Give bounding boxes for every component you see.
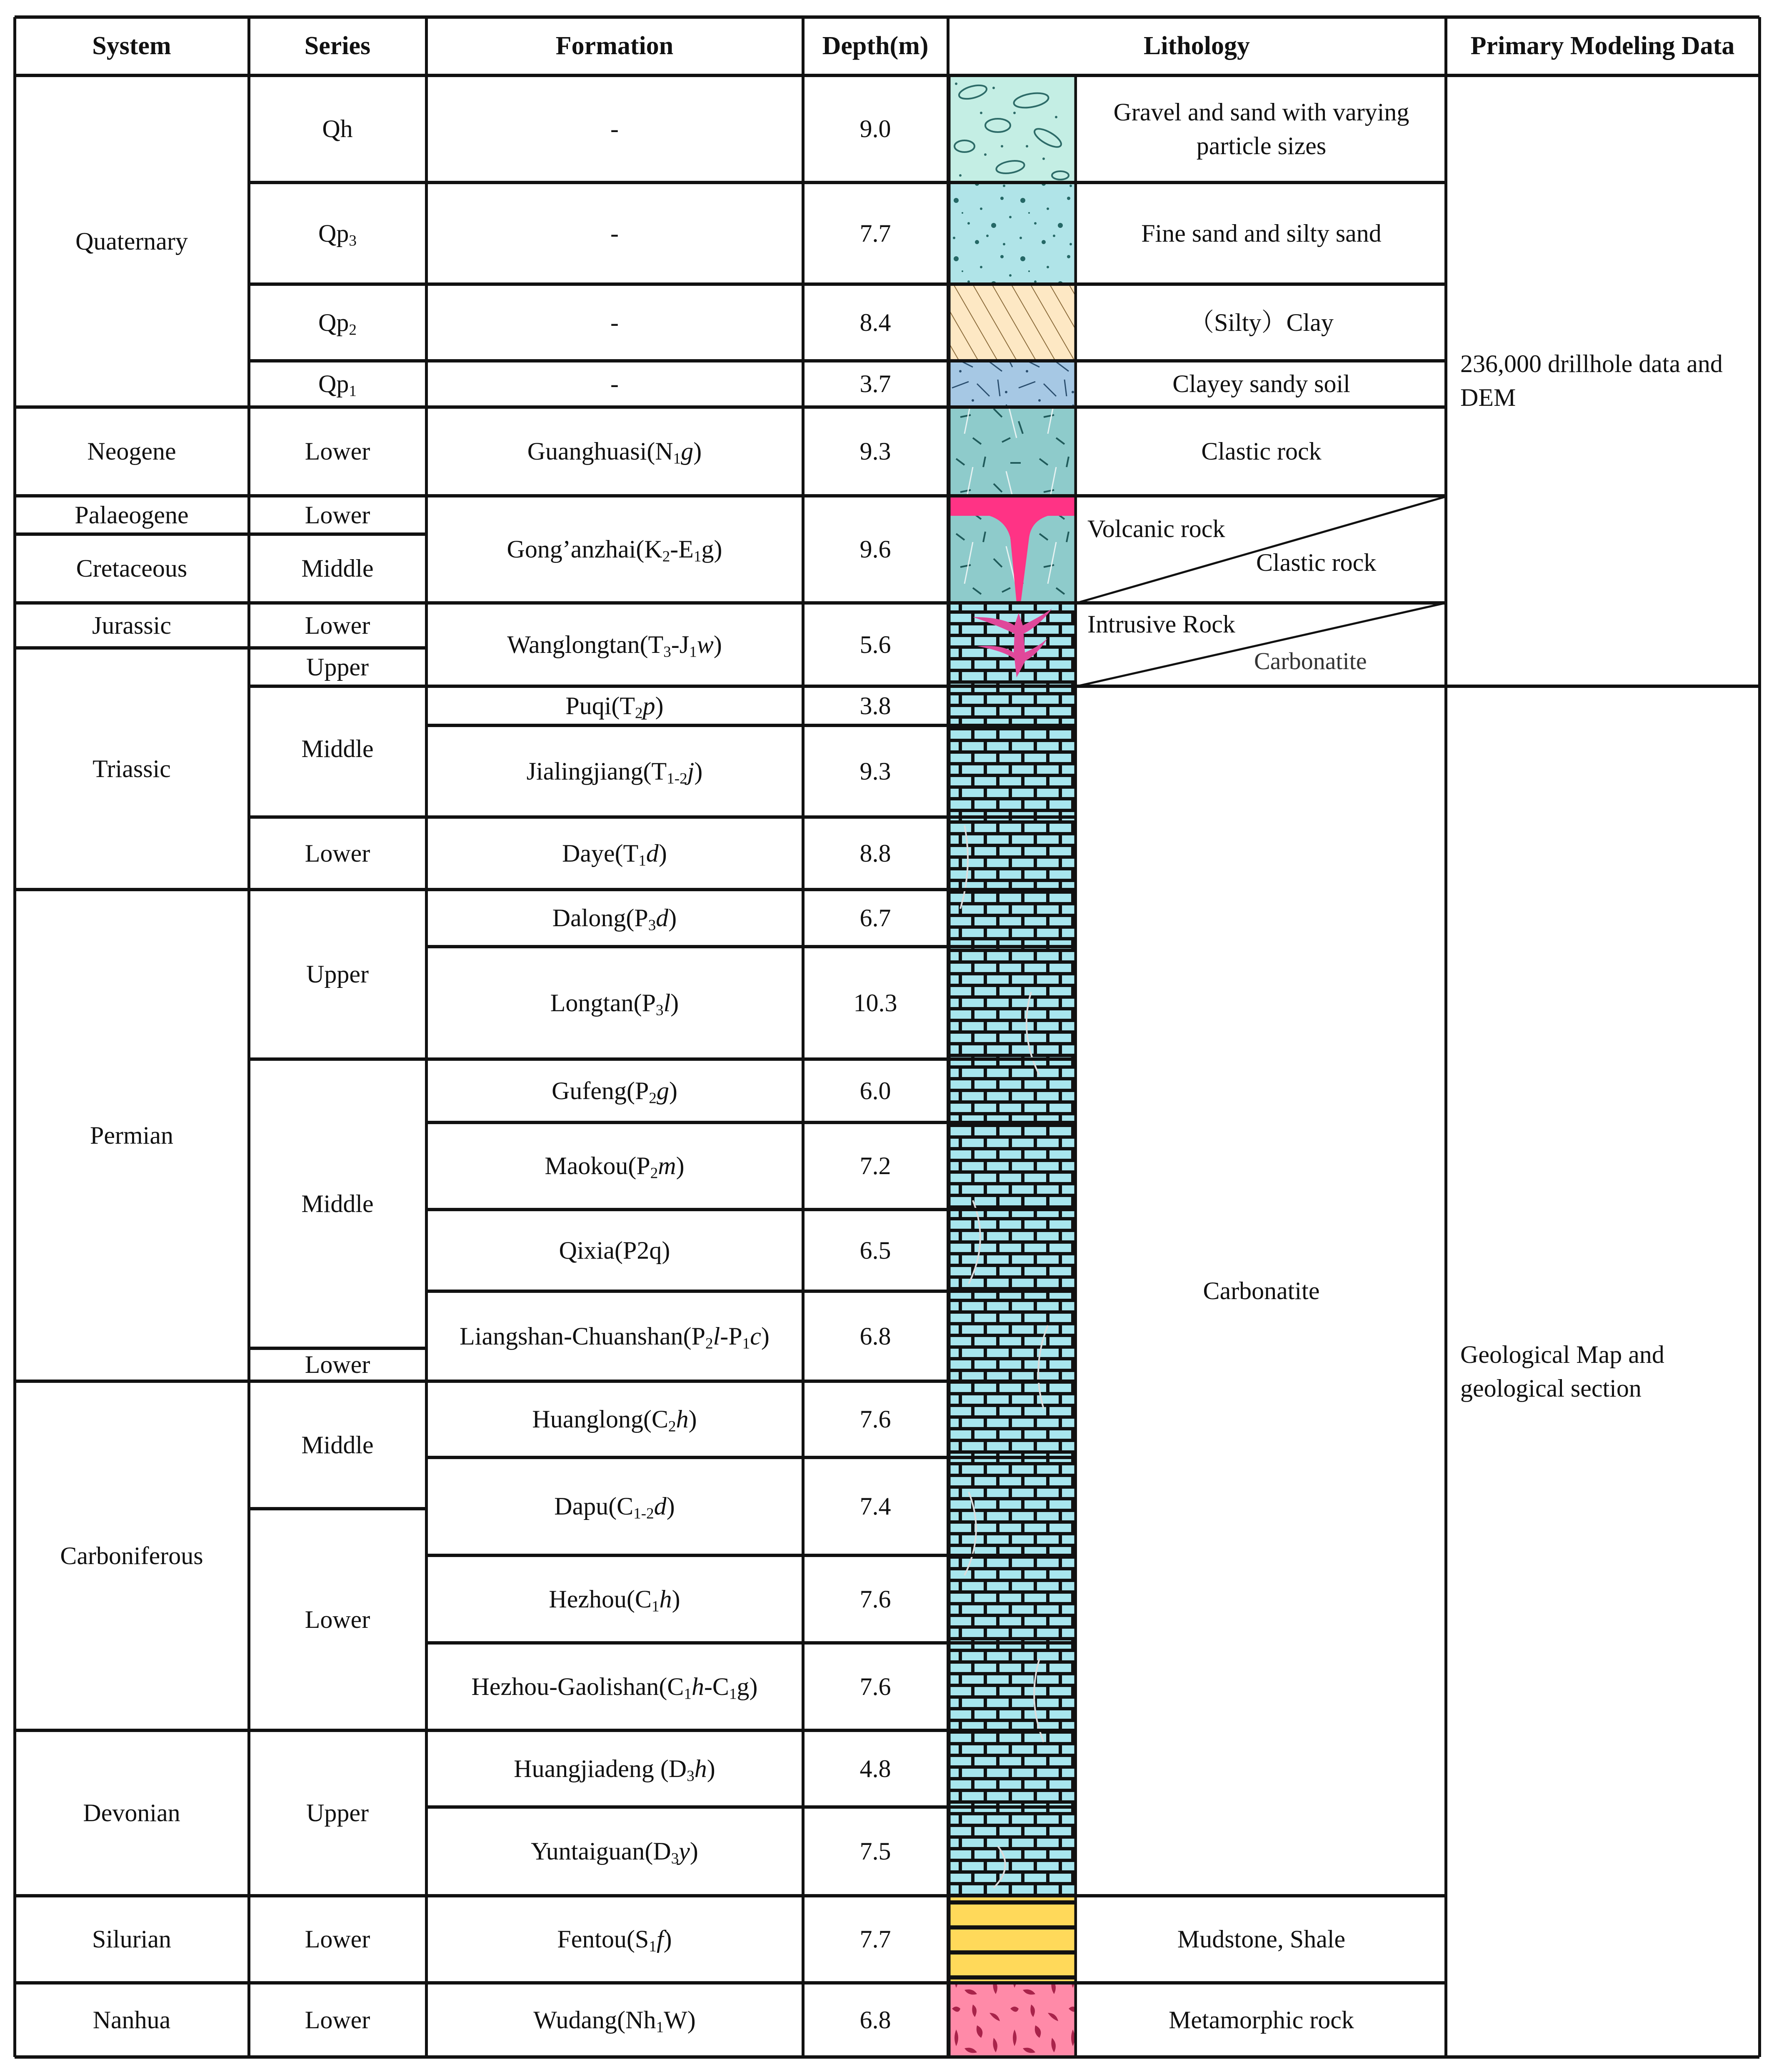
grid-line xyxy=(15,405,249,409)
grid-line xyxy=(249,405,426,409)
grid-line xyxy=(426,282,1077,286)
depth-cell: 7.6 xyxy=(860,1672,891,1700)
series-cell: Upper xyxy=(306,960,369,988)
lithology-label: Gravel and sand with varying particle sizes xyxy=(1113,98,1409,160)
depth-cell: 6.8 xyxy=(860,2006,891,2034)
formation-cell: $Longtan(P_3l)$ xyxy=(550,989,679,1019)
formation-cell: $Dalong(P_3d)$ xyxy=(552,904,677,934)
header-modeling-data: Primary Modeling Data xyxy=(1470,32,1735,60)
grid-line xyxy=(249,282,426,286)
grid-line xyxy=(426,1981,1077,1985)
grid-line xyxy=(426,1121,1077,1124)
depth-cell: 9.0 xyxy=(860,115,891,142)
formation-cell: - xyxy=(610,115,619,142)
grid-line xyxy=(249,1894,426,1897)
grid-line xyxy=(15,494,249,497)
header-system: System xyxy=(92,32,171,60)
series-cell: Middle xyxy=(301,1431,374,1459)
grid-line xyxy=(1077,181,1446,184)
header-lithology: Lithology xyxy=(1144,32,1250,60)
grid-line xyxy=(249,1729,426,1732)
grid-line xyxy=(426,1894,1077,1897)
depth-cell: 3.7 xyxy=(860,370,891,397)
series-cell: Upper xyxy=(306,1799,369,1827)
grid-line xyxy=(426,888,1077,891)
grid-line xyxy=(1444,17,1447,2057)
grid-line xyxy=(426,1805,1077,1809)
grid-line xyxy=(947,17,949,2057)
grid-line xyxy=(426,601,1077,605)
grid-line xyxy=(15,1729,249,1732)
lithology-label: Intrusive Rock xyxy=(1087,610,1235,638)
formation-cell: $Puqi(T_2p)$ xyxy=(565,692,664,722)
lithology-label: Clastic rock xyxy=(1201,437,1322,465)
depth-cell: 9.3 xyxy=(860,757,891,785)
grid-line xyxy=(426,1554,1077,1557)
grid-line xyxy=(15,1894,249,1897)
formation-cell: $Jialingjiang(T_{1-2}j)$ xyxy=(526,757,703,787)
grid-line xyxy=(1077,282,1446,286)
lithology-label: Volcanic rock xyxy=(1087,515,1225,542)
system-cell: Triassic xyxy=(92,755,171,782)
grid-line xyxy=(249,532,426,536)
formation-cell: $Fentou(S_1f)$ xyxy=(557,1925,672,1955)
grid-line xyxy=(15,601,249,605)
grid-line xyxy=(13,17,16,2057)
system-cell: Neogene xyxy=(87,437,176,465)
formation-cell: $Hezhou(C_1h)$ xyxy=(549,1585,680,1615)
formation-cell: Hezhou-$Gaolishan(C_1h-C_1g)$ xyxy=(471,1672,758,1702)
depth-cell: 7.2 xyxy=(860,1152,891,1180)
formation-cell: $Dapu(C_{1-2}d)$ xyxy=(554,1492,675,1522)
grid-line xyxy=(1077,1894,1446,1897)
lithology-label: Fine sand and silty sand xyxy=(1141,219,1382,247)
system-cell: Palaeogene xyxy=(75,501,189,529)
lithology-label: Metamorphic rock xyxy=(1169,2006,1354,2034)
depth-cell: 6.8 xyxy=(860,1322,891,1350)
system-cell: Jurassic xyxy=(92,611,171,639)
grid-line xyxy=(15,888,249,891)
grid-line xyxy=(426,405,1077,409)
grid-line xyxy=(1077,359,1446,362)
formation-cell: $Maokou(P_2m)$ xyxy=(545,1152,685,1182)
grid-line xyxy=(1077,601,1446,605)
series-cell: Upper xyxy=(306,653,369,681)
depth-cell: 5.6 xyxy=(860,630,891,658)
formation-cell: Huangjiadeng $(D_3h)$ xyxy=(514,1755,715,1785)
series-cell: Lower xyxy=(305,839,370,867)
grid-line xyxy=(1446,685,1759,688)
depth-cell: 7.6 xyxy=(860,1585,891,1613)
formation-cell: - xyxy=(610,370,619,397)
depth-cell: 8.4 xyxy=(860,308,891,336)
grid-line xyxy=(15,532,249,536)
depth-cell: 6.5 xyxy=(860,1236,891,1264)
header-formation: Formation xyxy=(555,32,674,60)
grid-line xyxy=(425,17,428,2057)
formation-cell: Qixia(P2q) xyxy=(559,1236,670,1264)
grid-line xyxy=(426,1641,1077,1645)
formation-cell: $Yuntaiguan(D_3y)$ xyxy=(531,1837,698,1867)
grid-line xyxy=(249,1507,426,1510)
grid-line xyxy=(1758,17,1761,2057)
system-cell: Devonian xyxy=(83,1799,180,1827)
grid-line xyxy=(15,2055,1759,2059)
depth-cell: 9.6 xyxy=(860,535,891,563)
grid-line xyxy=(426,359,1077,362)
depth-cell: 9.3 xyxy=(860,437,891,465)
system-cell: Nanhua xyxy=(92,2006,171,2034)
grid-line xyxy=(426,1729,1077,1732)
lithology-label: （Silty）Clay xyxy=(1189,308,1334,336)
formation-cell: $Daye(T_1d)$ xyxy=(562,839,667,869)
series-cell: Qh xyxy=(322,115,353,142)
grid-line xyxy=(426,685,1077,688)
system-cell: Quaternary xyxy=(75,227,188,255)
grid-line xyxy=(802,17,805,2057)
formation-cell: $Huanglong(C_2h)$ xyxy=(532,1405,697,1435)
grid-line xyxy=(249,181,426,184)
grid-line xyxy=(426,1057,1077,1061)
depth-cell: 3.8 xyxy=(860,692,891,720)
series-cell: $Qp_2$ xyxy=(318,308,357,338)
grid-line xyxy=(15,1981,249,1985)
grid-line xyxy=(249,815,426,819)
formation-cell: Liangshan-$Chuanshan(P_2l-P_1c)$ xyxy=(460,1322,770,1352)
series-cell: $Qp_1$ xyxy=(318,370,357,400)
grid-line xyxy=(426,724,1077,727)
depth-cell: 7.4 xyxy=(860,1492,891,1520)
formation-cell: $Wudang(Nh_1W)$ xyxy=(533,2006,696,2036)
grid-line xyxy=(426,815,1077,819)
series-cell: Lower xyxy=(305,1605,370,1633)
grid-line xyxy=(1077,405,1446,409)
formation-cell: $Gufeng(P_2g)$ xyxy=(552,1077,677,1107)
formation-cell: $Wanglongtan(T_3-J_1w)$ xyxy=(507,630,722,660)
grid-line xyxy=(426,494,1077,497)
grid-line xyxy=(15,646,249,650)
grid-line xyxy=(249,685,426,688)
grid-line xyxy=(1077,1981,1446,1985)
depth-cell: 7.7 xyxy=(860,1925,891,1953)
system-cell: Cretaceous xyxy=(76,555,187,582)
grid-line xyxy=(249,1347,426,1350)
grid-line xyxy=(15,15,1759,19)
formation-cell: - xyxy=(610,308,619,336)
grid-line xyxy=(249,646,426,650)
lithology-column xyxy=(948,75,1077,2057)
lithology-diagonals xyxy=(1077,496,1446,687)
system-cell: Silurian xyxy=(92,1925,171,1953)
series-cell: Lower xyxy=(305,501,370,529)
depth-cell: 6.0 xyxy=(860,1077,891,1105)
depth-cell: 7.7 xyxy=(860,219,891,247)
series-cell: $Qp_3$ xyxy=(318,219,357,249)
grid-line xyxy=(249,1981,426,1985)
depth-cell: 8.8 xyxy=(860,839,891,867)
grid-line xyxy=(426,945,1077,948)
formation-cell: $Guanghuasi(N_1g)$ xyxy=(527,437,702,467)
series-cell: Middle xyxy=(301,1190,374,1217)
series-cell: Middle xyxy=(301,735,374,762)
depth-cell: 10.3 xyxy=(853,989,897,1017)
depth-cell: 7.6 xyxy=(860,1405,891,1433)
system-cell: Permian xyxy=(90,1121,173,1149)
grid-line xyxy=(426,1208,1077,1211)
modeling-data-cell: Geological Map and geological section xyxy=(1460,1341,1664,1402)
grid-line xyxy=(247,17,250,2057)
formation-cell: $Gong’anzhai(K_2-E_1g)$ xyxy=(507,535,722,565)
grid-line xyxy=(426,1456,1077,1459)
lithology-label: Mudstone, Shale xyxy=(1177,1925,1346,1953)
lithology-label: Carbonatite xyxy=(1254,647,1367,675)
grid-line xyxy=(249,1057,426,1061)
depth-cell: 7.5 xyxy=(860,1837,891,1865)
grid-line xyxy=(426,1380,1077,1383)
series-cell: Lower xyxy=(305,1351,370,1378)
grid-line xyxy=(249,601,426,605)
grid-line xyxy=(249,888,426,891)
series-cell: Middle xyxy=(301,555,374,582)
header-depth: Depth(m) xyxy=(822,32,929,60)
series-cell: Lower xyxy=(305,437,370,465)
depth-cell: 4.8 xyxy=(860,1755,891,1782)
lithology-label: Clayey sandy soil xyxy=(1172,370,1350,397)
grid-line xyxy=(249,494,426,497)
system-cell: Carboniferous xyxy=(60,1542,203,1570)
grid-line xyxy=(1077,494,1446,497)
lithology-label: Carbonatite xyxy=(1203,1277,1320,1305)
grid-line xyxy=(249,1380,426,1383)
formation-cell: - xyxy=(610,219,619,247)
depth-cell: 6.7 xyxy=(860,904,891,932)
lithology-label: Clastic rock xyxy=(1256,549,1377,576)
grid-line xyxy=(426,1290,1077,1293)
series-cell: Lower xyxy=(305,2006,370,2034)
grid-line xyxy=(1077,685,1446,688)
modeling-data-cell: 236,000 drillhole data and DEM xyxy=(1460,350,1723,411)
grid-line xyxy=(426,181,1077,184)
grid-line xyxy=(15,1380,249,1383)
grid-line xyxy=(15,74,1759,77)
header-series: Series xyxy=(304,32,371,60)
series-cell: Lower xyxy=(305,611,370,639)
series-cell: Lower xyxy=(305,1925,370,1953)
grid-line xyxy=(249,359,426,362)
